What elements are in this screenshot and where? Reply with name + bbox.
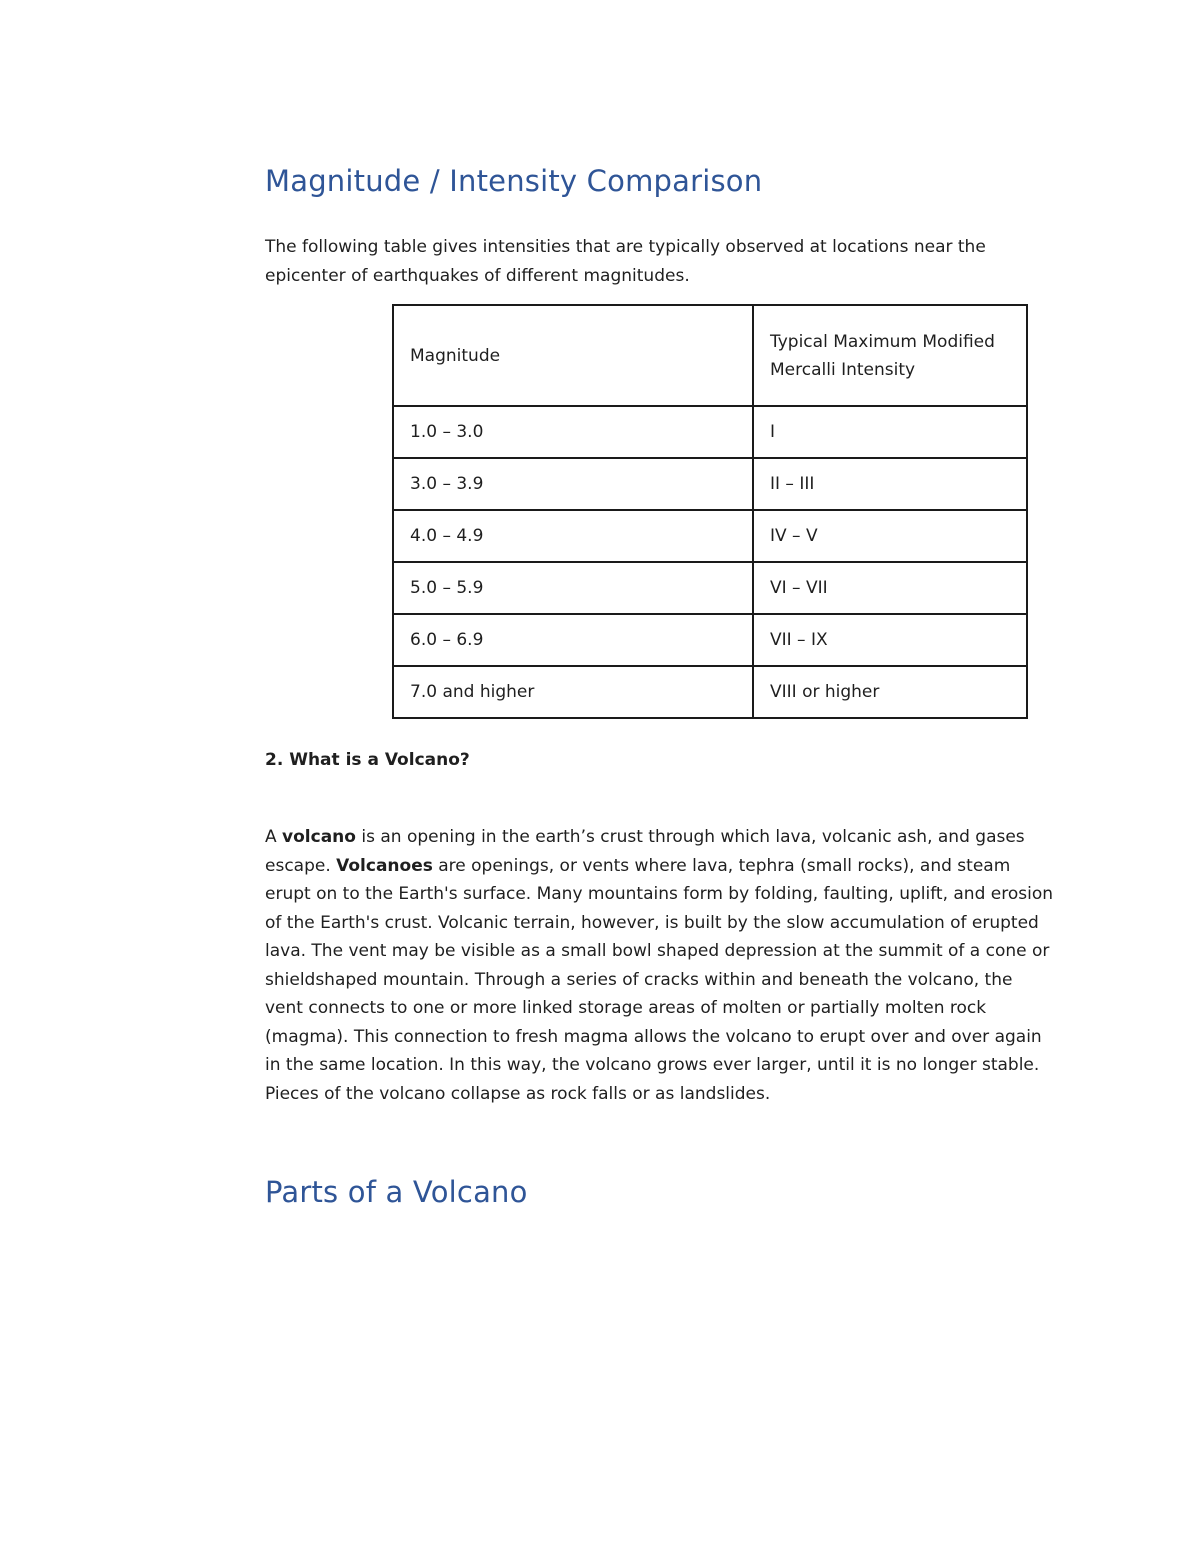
intensity-cell: IV – V <box>753 510 1027 562</box>
magnitude-cell: 3.0 – 3.9 <box>393 458 753 510</box>
table-row <box>393 406 1027 458</box>
text-run: A <box>265 827 283 847</box>
intensity-cell: II – III <box>753 458 1027 510</box>
magnitude-cell: 4.0 – 4.9 <box>393 510 753 562</box>
text-run: are openings, or vents where lava, tephra (small rocks), and steam erupt on to the Earth's surface. Many mountains form by folding, faulting, uplift, and erosion of the Earth's crust. Volcanic terrain, however, is built by the slow accumulation of erupted lava. The vent may be visible as a small bowl shaped depression at the summit of a cone or shieldshaped mountain. Through a series of cracks within and beneath the volcano, the vent connects to one or more linked storage areas of molten or partially molten rock (magma). This connection to fresh magma allows the volcano to erupt over and over again in the same location. In this way, the volcano grows ever larger, until it is no longer stable. Pieces of the volcano collapse as rock falls or as landslides. <box>265 855 1054 1104</box>
magnitude-intensity-table <box>392 304 1028 719</box>
question-heading: 2. What is a Volcano? <box>265 750 470 770</box>
table-row <box>393 666 1027 718</box>
intro-paragraph: The following table gives intensities that are typically observed at locations near the epicenter of earthquakes of different magnitudes. <box>265 237 986 286</box>
magnitude-cell: 7.0 and higher <box>393 666 753 718</box>
intensity-cell: VIII or higher <box>753 666 1027 718</box>
intensity-cell: VII – IX <box>753 614 1027 666</box>
bold-term-volcano: volcano <box>282 827 356 847</box>
table-row <box>393 562 1027 614</box>
volcano-paragraph <box>265 823 1055 1108</box>
magnitude-cell: 5.0 – 5.9 <box>393 562 753 614</box>
header-intensity: Typical Maximum Modified Mercalli Intensity <box>753 305 1027 406</box>
table-header-row <box>393 305 1027 406</box>
intensity-cell: VI – VII <box>753 562 1027 614</box>
magnitude-cell: 6.0 – 6.9 <box>393 614 753 666</box>
table-row <box>393 614 1027 666</box>
section-title-parts: Parts of a Volcano <box>265 1175 528 1209</box>
table-row <box>393 510 1027 562</box>
section-title-magnitude: Magnitude / Intensity Comparison <box>265 164 763 198</box>
bold-term-volcanoes: Volcanoes <box>336 855 433 876</box>
intensity-cell: I <box>753 406 1027 458</box>
table-row <box>393 458 1027 510</box>
header-magnitude: Magnitude <box>393 305 753 406</box>
text-run: is an opening in the earth’s crust through which lava, volcanic ash, and gases escape. <box>265 827 1025 876</box>
magnitude-cell: 1.0 – 3.0 <box>393 406 753 458</box>
